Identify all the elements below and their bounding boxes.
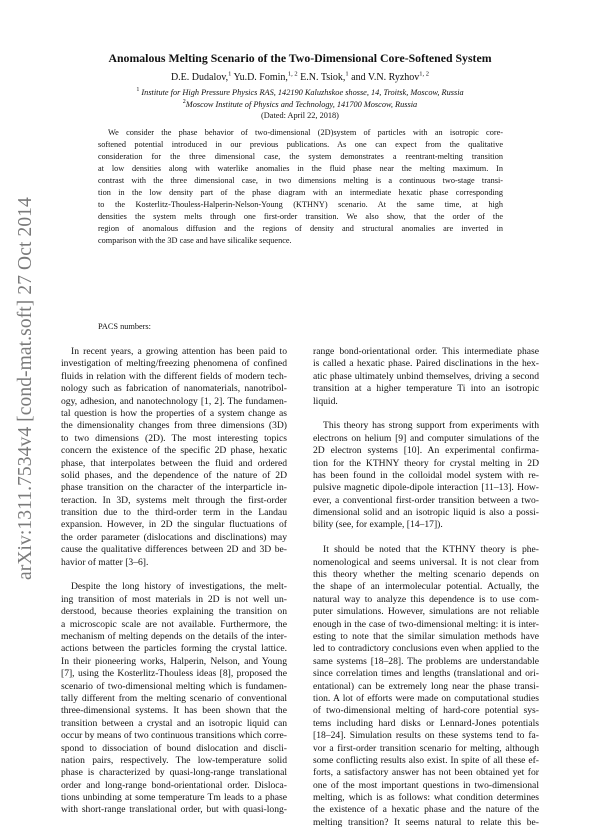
body-text-line: entational) can be extremely long near the phase transi- bbox=[313, 680, 539, 692]
body-text-line: liquid. bbox=[313, 395, 338, 407]
body-text-line: ever, a conventional first-order transition between a two- bbox=[313, 494, 539, 506]
body-text-line: [7], using the Kosterlitz-Thouless ideas [8], proposed the bbox=[61, 668, 287, 680]
body-text-line: has been found in the colloidal model system with re- bbox=[313, 469, 539, 481]
left-column bbox=[61, 346, 287, 817]
body-text-line: melting, which is as follows: what condition determines bbox=[313, 792, 539, 804]
body-text-line: the shape of an intermolecular potential. Actually, the bbox=[313, 581, 539, 593]
abstract-line: region of anomalous diffusion and the regions of density and structural anomalies are inverted in bbox=[98, 224, 503, 233]
body-text-line: range bond-orientational order. This intermediate phase bbox=[313, 346, 539, 357]
body-text-line: nology such as fabrication of nanomaterials, nanotribol- bbox=[61, 383, 287, 395]
body-text-line: investigation of melting/freezing phenomena of confined bbox=[61, 358, 287, 370]
body-text-line: this theory whether the melting scenario depends on bbox=[313, 569, 539, 581]
body-text-line: Despite the long history of investigations, the melt- bbox=[71, 581, 287, 593]
body-text-line: havior of matter [3–6]. bbox=[61, 556, 149, 568]
abstract-line: We consider the phase behavior of two-dimensional (2D)system of particles with an isotropic core- bbox=[108, 128, 503, 137]
body-text-line: the existence of a hexatic phase and the nature of the bbox=[313, 804, 539, 816]
author: Yu.D. Fomin,$^{1, 2}$ bbox=[233, 71, 298, 84]
body-text-line: It should be noted that the KTHNY theory is phe- bbox=[323, 544, 539, 556]
body-text-line: esting to note that the similar simulation methods have bbox=[313, 630, 539, 642]
body-text-line: melting transition? It seems natural to relate this be- bbox=[313, 816, 539, 828]
abstract-line: to the Kosterlitz-Thouless-Halperin-Nelson-Young (KTHNY) scenario. At the same time, at high bbox=[98, 200, 503, 209]
author-list bbox=[60, 71, 540, 83]
body-text-line: atic phase ultimately unbind themselves, driving a second bbox=[313, 370, 539, 382]
body-text-line: ing transition of most materials in 2D is not well un- bbox=[61, 593, 287, 605]
body-text-line: dimensional solid and an isotropic liquid is also a possi- bbox=[313, 507, 539, 519]
body-text-line: the dimensionality changes from three dimensions (3D) bbox=[61, 420, 287, 432]
author: and V.N. Ryzhov$^{1, 2}$ bbox=[351, 71, 430, 84]
body-text-line: tion. A lot of efforts were made on computational studies bbox=[313, 692, 539, 704]
body-text-line: pulsive magnetic dipole-dipole interaction [11–13]. How- bbox=[313, 482, 539, 494]
body-text-line: derstood, because theories explaining the transition on bbox=[61, 606, 287, 618]
body-text-line: concern the existence of the specific 2D phase, hexatic bbox=[61, 445, 287, 457]
body-text-line: to two dimensions (2D). The most interesting topics bbox=[61, 432, 287, 444]
body-text-line: teraction. In 3D, systems melt through the first-order bbox=[61, 494, 287, 506]
body-text-line: the order parameter (dislocations and disclinations) may bbox=[61, 531, 287, 543]
body-text-line: phase, that interpolates between the fluid and ordered bbox=[61, 457, 287, 469]
body-text-line: fluids in relation with the different fields of modern tech- bbox=[61, 370, 287, 382]
body-text-line: expansion. However, in 2D the singular fluctuations of bbox=[61, 519, 287, 531]
body-text-line: cause the qualitative differences between 2D and 3D be- bbox=[61, 544, 287, 556]
body-text-line: tion for the KTHNY theory for crystal melting in 2D bbox=[313, 457, 539, 469]
body-text-line: same systems [18–28]. The problems are understandable bbox=[313, 655, 539, 667]
body-text-line: mechanism of melting depends on the details of the inter- bbox=[61, 630, 287, 642]
body-text-line: nation pairs, respectively. The low-temperature solid bbox=[61, 754, 287, 766]
body-text-line: since correlation times and lengths (translational and ori- bbox=[313, 668, 539, 680]
abstract-line: softened potential introduced in our previous publications. As one can expect from the qualitative bbox=[98, 140, 503, 149]
abstract-line: tion in the low density part of the phase diagram with an intermediate hexatic phase corresponding bbox=[98, 188, 503, 197]
body-text-line: bility (see, for example, [14–17]). bbox=[313, 519, 443, 531]
body-text-line: occur by means of two continuous transitions which corre- bbox=[61, 730, 287, 742]
pacs-numbers: PACS numbers: bbox=[98, 322, 151, 331]
right-column bbox=[313, 346, 539, 829]
body-text-line: led to contradictory conclusions even when applied to the bbox=[313, 643, 539, 655]
abstract-line: contrast with the three dimensional case, in two dimensions melting is a continuous two-stage transi- bbox=[98, 176, 503, 185]
paragraph-gap bbox=[313, 532, 539, 544]
author: D.E. Dudalov,$^1$ bbox=[170, 71, 232, 84]
body-text-line: with short-range translational order, but with quasi-long- bbox=[61, 804, 287, 816]
arxiv-identifier: arXiv:1311.7534v4 [cond-mat.soft] 27 Oct 2014 bbox=[15, 197, 36, 580]
paragraph-gap bbox=[313, 408, 539, 420]
abstract-line: densities the system melts through one first-order transition. We also show, that the order of the bbox=[98, 212, 503, 221]
body-text-line: forts, a satisfactory answer has not been obtained yet for bbox=[313, 767, 539, 779]
body-text-line: transition at a higher temperature Ti into an isotropic bbox=[313, 383, 539, 395]
abstract-line: comparison with the 3D case and have silicalike sequence. bbox=[98, 236, 292, 245]
paper-title: Anomalous Melting Scenario of the Two-Dimensional Core-Softened System bbox=[108, 51, 492, 65]
body-text-line: some conflicting results also exist. In spite of all these ef- bbox=[313, 754, 539, 766]
body-text-line: a microscopic scale are not available. Furthermore, the bbox=[61, 618, 287, 630]
body-text-line: scenario of two-dimensional melting which is fundamen- bbox=[61, 680, 287, 692]
body-text-line: 2D electron systems [10]. An experimental confirma- bbox=[313, 445, 539, 457]
body-text-line: electrons on helium [9] and computer simulations of the bbox=[313, 432, 539, 444]
body-text-line: [18–24]. Simulation results on these systems tend to fa- bbox=[313, 730, 539, 742]
body-text-line: solid phases, and the dependence of the nature of 2D bbox=[61, 469, 287, 481]
body-text-line: spond to dissociation of bound dislocation and discli- bbox=[61, 742, 287, 754]
body-text-line: vor a first-order transition scenario for melting, although bbox=[313, 742, 539, 754]
paragraph-gap bbox=[61, 569, 287, 581]
body-text-line: tems including hard disks or Lennard-Jones potentials bbox=[313, 717, 539, 729]
affiliation: $^2$Moscow Institute of Physics and Technology, 141700 Moscow, Russia bbox=[182, 99, 418, 109]
body-text-line: ogy, adhesion, and nanotechnology [1, 2]. The fundamen- bbox=[61, 395, 287, 407]
body-text-line: nomenological and seems universal. It is not clear from bbox=[313, 556, 539, 568]
body-text-line: is called a hexatic phase. Paired disclinations in the hex- bbox=[313, 358, 539, 370]
body-text-line: transition due to the third-order term in the Landau bbox=[61, 507, 287, 519]
arxiv-margin bbox=[0, 160, 40, 580]
body-text-line: enough in the case of two-dimensional melting: it is inter- bbox=[313, 618, 539, 630]
body-text-line: tal question is how the properties of a system change as bbox=[61, 407, 287, 419]
abstract-line: consideration for the three dimensional case, the system demonstrates a reentrant-melting transition bbox=[98, 152, 503, 161]
body-text-line: one of the most important questions in two-dimensional bbox=[313, 779, 539, 791]
affiliation: $^1$ Institute for High Pressure Physics RAS, 142190 Kaluzhskoe shosse, 14, Troitsk, Moscow, Russia bbox=[136, 87, 464, 97]
body-text-line: transition between a crystal and an isotropic liquid can bbox=[61, 717, 287, 729]
author: E.N. Tsiok,$^1$ bbox=[300, 71, 349, 84]
body-text-line: tions unbinding at some temperature Tm leads to a phase bbox=[61, 792, 287, 804]
body-text-line: In recent years, a growing attention has been paid to bbox=[71, 346, 287, 357]
body-text-line: order and long-range bond-orientational order. Disloca- bbox=[61, 779, 287, 791]
body-text-line: phase transition on the character of the interparticle in- bbox=[61, 482, 287, 494]
body-text-line: tally different from the melting scenario of conventional bbox=[61, 692, 287, 704]
body-text-line: three-dimensional systems. It has been shown that the bbox=[61, 705, 287, 717]
body-text-line: puter simulations. However, simulations are not reliable bbox=[313, 606, 539, 618]
body-text-line: In their pioneering works, Halperin, Nelson, and Young bbox=[61, 655, 287, 667]
body-text-line: actions between the particles forming the crystal lattice. bbox=[61, 643, 287, 655]
body-text-line: natural way to analyze this dependence is to use com- bbox=[313, 593, 539, 605]
abstract bbox=[98, 127, 503, 247]
paper-date: (Dated: April 22, 2018) bbox=[261, 111, 339, 120]
abstract-line: at low densities along with waterlike anomalies in the fluid phase near the melting maximum. In bbox=[98, 164, 503, 173]
body-text-line: This theory has strong support from experiments with bbox=[323, 420, 539, 432]
body-text-line: phase is characterized by quasi-long-range translational bbox=[61, 767, 287, 779]
body-text-line: of two-dimensional melting of hard-core potential sys- bbox=[313, 705, 539, 717]
